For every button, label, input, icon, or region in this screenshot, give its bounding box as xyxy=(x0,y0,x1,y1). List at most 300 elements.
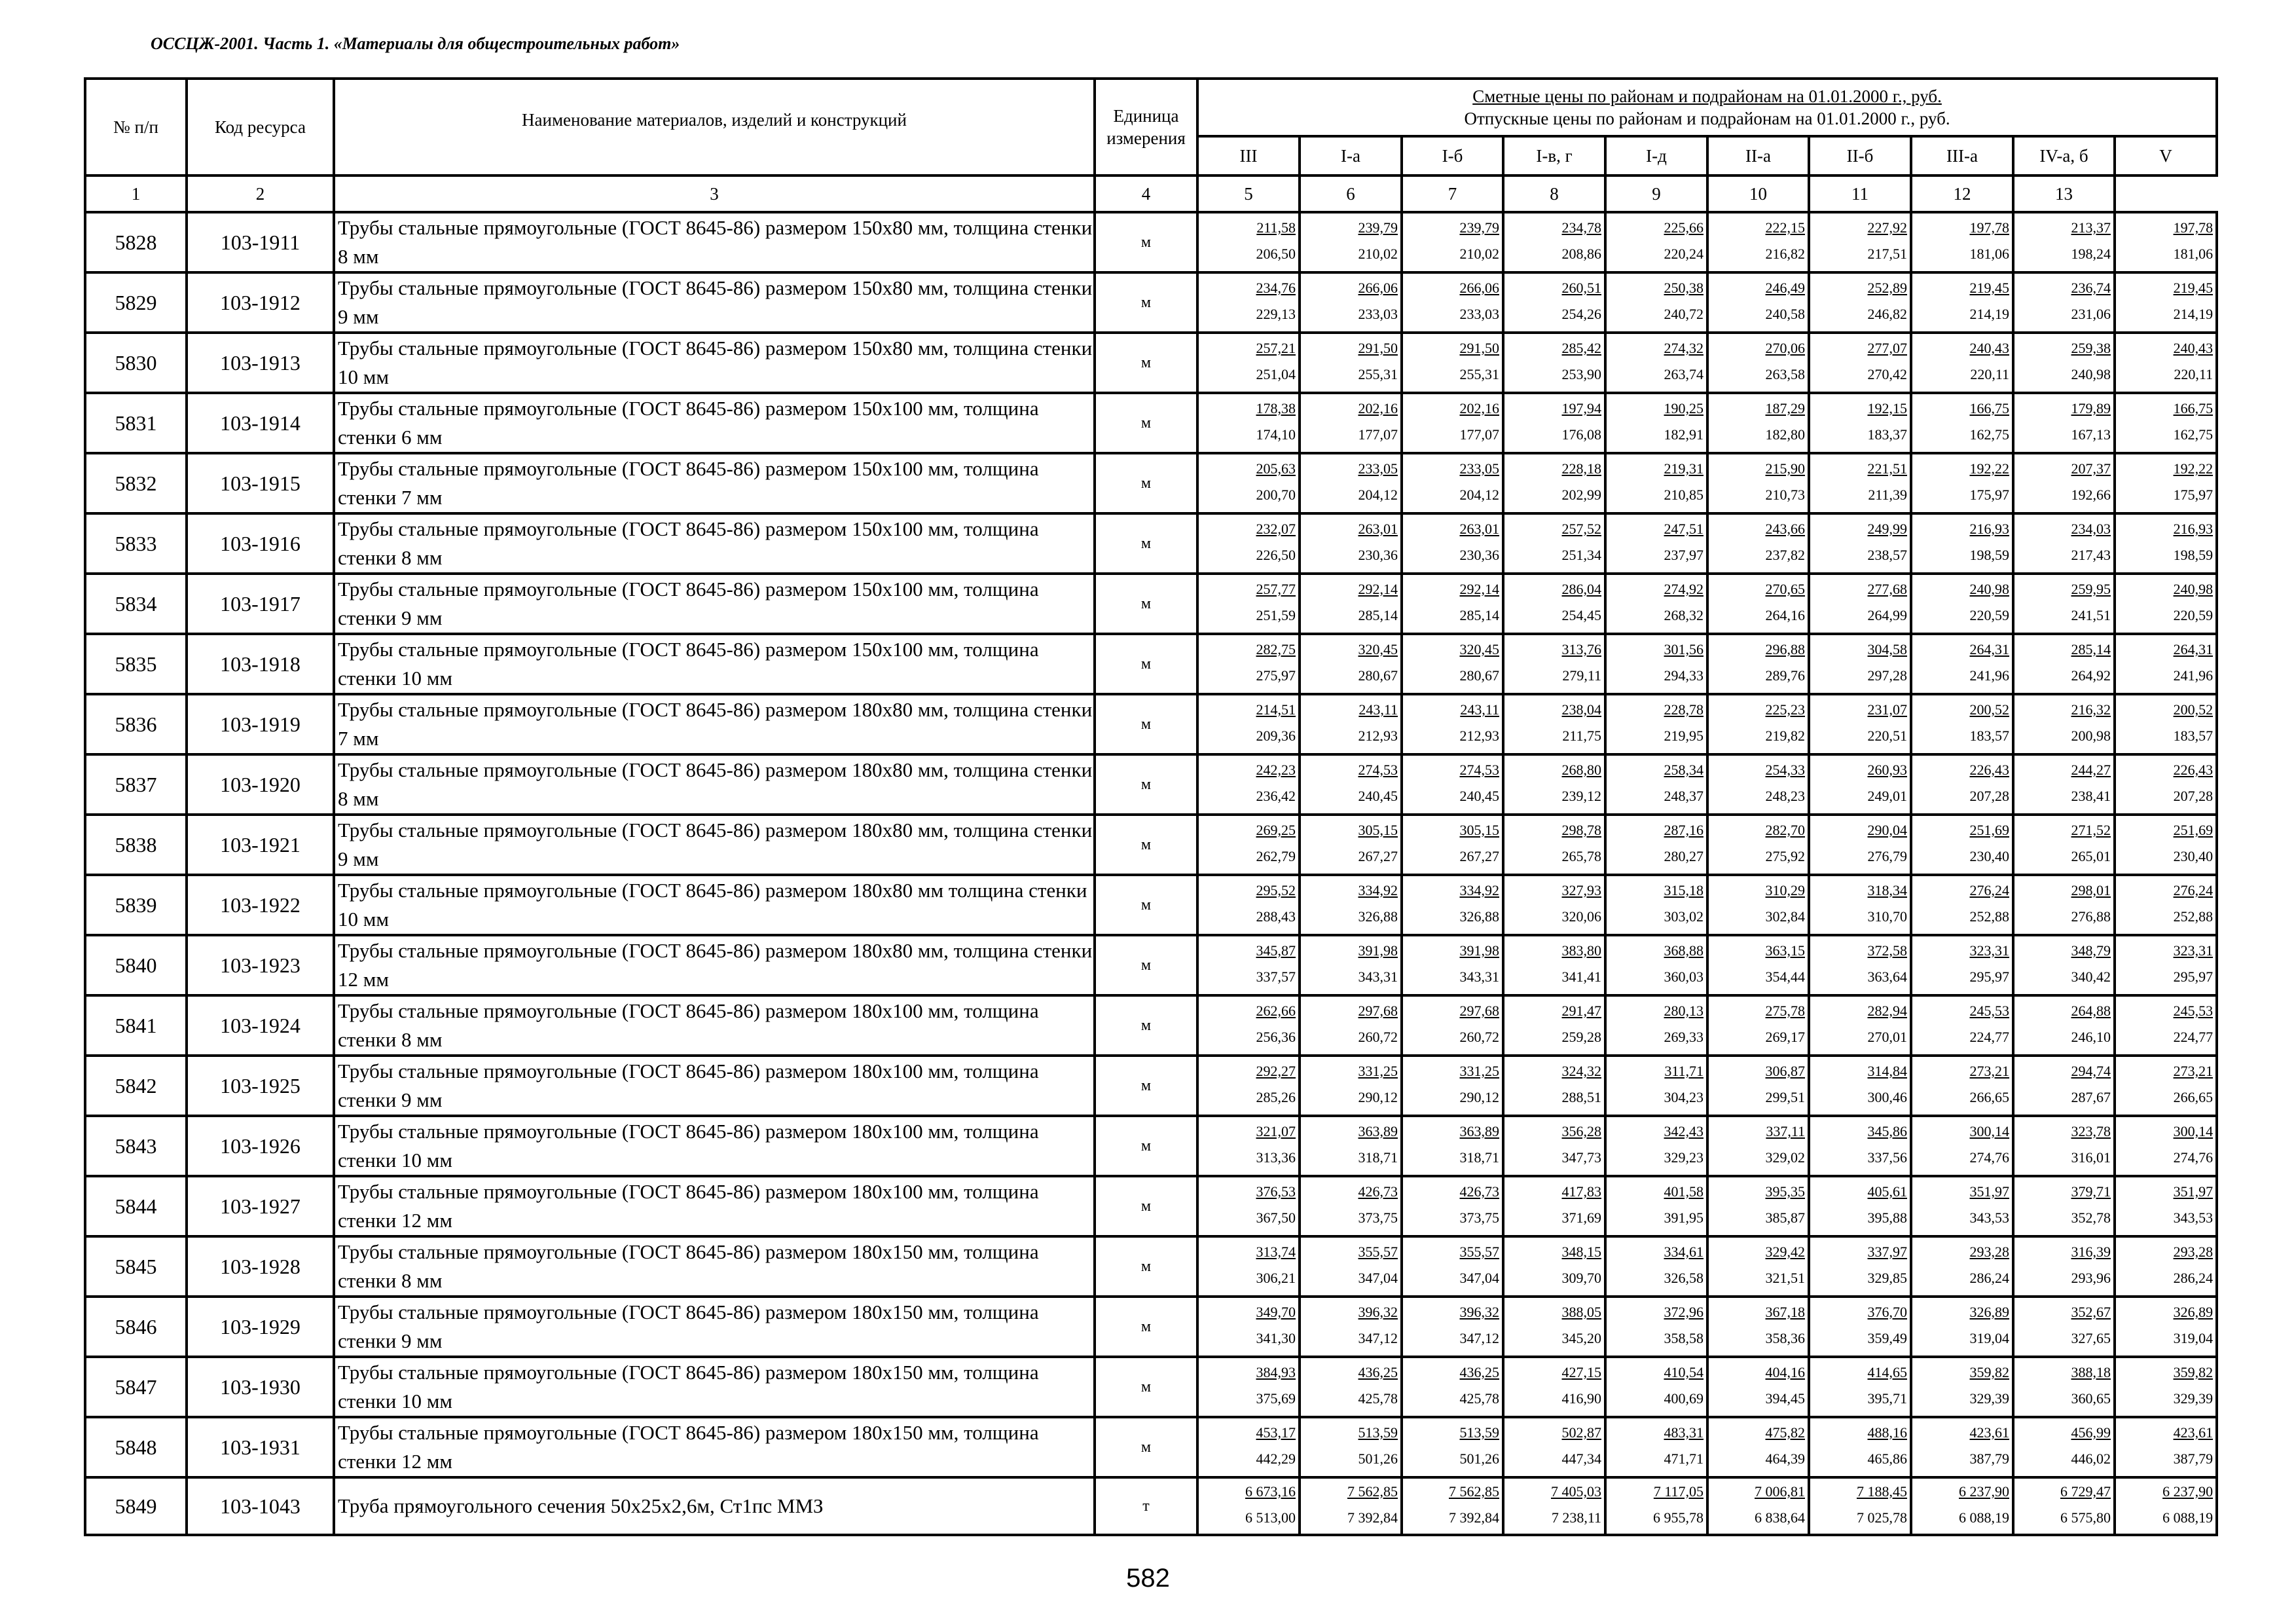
price-cell xyxy=(2115,754,2217,815)
release-price: 347,73 xyxy=(1561,1149,1601,1166)
resource-code: 103-1922 xyxy=(187,875,334,935)
material-name: Трубы стальные прямоугольные (ГОСТ 8645-86) размером 150x100 мм, толщина стенки 10 мм xyxy=(334,634,1095,694)
release-price: 343,31 xyxy=(1358,969,1398,985)
release-price: 276,88 xyxy=(2071,908,2111,925)
price-cell xyxy=(1911,272,2013,333)
release-price: 425,78 xyxy=(1358,1390,1398,1407)
table-row xyxy=(85,212,2217,272)
price-cell xyxy=(1300,634,1402,694)
price-cell xyxy=(1503,513,1605,574)
release-price: 264,99 xyxy=(1867,607,1907,623)
release-price: 290,12 xyxy=(1358,1089,1398,1105)
price-cell xyxy=(1503,574,1605,634)
price-cell xyxy=(1809,1236,1911,1297)
price-cell xyxy=(2115,1357,2217,1417)
estimate-price: 301,56 xyxy=(1664,641,1704,657)
material-name: Трубы стальные прямоугольные (ГОСТ 8645-86) размером 180x80 мм толщина стенки 10 мм xyxy=(334,875,1095,935)
price-cell xyxy=(1911,574,2013,634)
table-row xyxy=(85,754,2217,815)
col-header-name: Наименование материалов, изделий и конструкций xyxy=(334,79,1095,175)
price-cell xyxy=(1605,574,1707,634)
price-cell xyxy=(1300,935,1402,995)
price-cell xyxy=(1503,333,1605,393)
estimate-price: 240,43 xyxy=(1969,340,2009,356)
release-price: 391,95 xyxy=(1664,1209,1704,1226)
estimate-price: 216,93 xyxy=(2173,521,2214,537)
price-cell xyxy=(1402,995,1503,1056)
material-name: Трубы стальные прямоугольные (ГОСТ 8645-86) размером 180x150 мм, толщина стенки 9 мм xyxy=(334,1297,1095,1357)
estimate-price: 352,67 xyxy=(2071,1304,2111,1320)
price-cell xyxy=(1503,393,1605,453)
price-cell xyxy=(1809,815,1911,875)
price-cell xyxy=(1402,272,1503,333)
release-price: 200,70 xyxy=(1256,487,1296,503)
release-price: 395,71 xyxy=(1867,1390,1907,1407)
price-cell xyxy=(1300,694,1402,754)
price-cell xyxy=(2013,212,2115,272)
estimate-price: 313,76 xyxy=(1561,641,1601,657)
release-price: 210,73 xyxy=(1765,487,1805,503)
price-cell xyxy=(1911,634,2013,694)
release-price: 182,80 xyxy=(1765,426,1805,443)
release-price: 295,97 xyxy=(1969,969,2009,985)
price-cell xyxy=(1197,453,1300,513)
column-number: 5 xyxy=(1197,175,1300,212)
estimate-price: 239,79 xyxy=(1459,219,1499,236)
price-cell xyxy=(1503,1236,1605,1297)
estimate-price: 513,59 xyxy=(1459,1424,1499,1441)
price-cell xyxy=(1809,513,1911,574)
unit-cell: м xyxy=(1095,212,1197,272)
release-price: 285,14 xyxy=(1358,607,1398,623)
release-price: 231,06 xyxy=(2071,306,2111,322)
release-price: 274,76 xyxy=(1969,1149,2009,1166)
table-row xyxy=(85,1357,2217,1417)
release-price: 442,29 xyxy=(1256,1450,1296,1467)
table-row xyxy=(85,995,2217,1056)
price-cell xyxy=(2115,212,2217,272)
estimate-price: 291,47 xyxy=(1561,1003,1601,1019)
release-price: 501,26 xyxy=(1459,1450,1499,1467)
price-cell xyxy=(1707,1056,1809,1116)
price-cell xyxy=(2115,1236,2217,1297)
table-row xyxy=(85,935,2217,995)
resource-code: 103-1929 xyxy=(187,1297,334,1357)
release-price: 309,70 xyxy=(1561,1270,1601,1286)
release-price: 220,59 xyxy=(2173,607,2214,623)
price-cell xyxy=(1707,453,1809,513)
resource-code: 103-1925 xyxy=(187,1056,334,1116)
estimate-price: 251,69 xyxy=(2173,822,2214,838)
prices-title-release: Отпускные цены по районам и подрайонам на 01.01.2000 г., руб. xyxy=(1464,109,1950,128)
release-price: 252,88 xyxy=(1969,908,2009,925)
estimate-price: 300,14 xyxy=(2173,1123,2214,1139)
price-cell xyxy=(2013,1357,2115,1417)
estimate-price: 300,14 xyxy=(1969,1123,2009,1139)
release-price: 6 838,64 xyxy=(1755,1509,1805,1526)
release-price: 274,76 xyxy=(2173,1149,2214,1166)
release-price: 446,02 xyxy=(2071,1450,2111,1467)
estimate-price: 257,21 xyxy=(1256,340,1296,356)
release-price: 267,27 xyxy=(1358,848,1398,864)
price-cell xyxy=(1503,995,1605,1056)
price-cell xyxy=(1707,393,1809,453)
price-cell xyxy=(2115,935,2217,995)
release-price: 280,67 xyxy=(1459,667,1499,684)
release-price: 183,57 xyxy=(2173,728,2214,744)
price-cell xyxy=(1605,754,1707,815)
estimate-price: 456,99 xyxy=(2071,1424,2111,1441)
estimate-price: 314,84 xyxy=(1867,1063,1907,1079)
prices-title-estimate: Сметные цены по районам и подрайонам на 01.01.2000 г., руб. xyxy=(1472,86,1942,106)
estimate-price: 337,97 xyxy=(1867,1244,1907,1260)
price-cell xyxy=(2013,333,2115,393)
price-cell xyxy=(1197,1357,1300,1417)
price-cell xyxy=(1503,634,1605,694)
release-price: 363,64 xyxy=(1867,969,1907,985)
table-row xyxy=(85,634,2217,694)
price-cell xyxy=(1605,393,1707,453)
release-price: 211,75 xyxy=(1562,728,1601,744)
release-price: 329,02 xyxy=(1765,1149,1805,1166)
price-cell xyxy=(1809,1056,1911,1116)
release-price: 241,96 xyxy=(2173,667,2214,684)
release-price: 343,31 xyxy=(1459,969,1499,985)
release-price: 220,24 xyxy=(1664,246,1704,262)
estimate-price: 179,89 xyxy=(2071,400,2111,416)
price-cell xyxy=(1503,875,1605,935)
price-cell xyxy=(1300,333,1402,393)
price-cell xyxy=(1300,1236,1402,1297)
price-cell xyxy=(1197,574,1300,634)
estimate-price: 417,83 xyxy=(1561,1183,1601,1200)
release-price: 219,82 xyxy=(1765,728,1805,744)
estimate-price: 345,87 xyxy=(1256,942,1296,959)
release-price: 204,12 xyxy=(1358,487,1398,503)
price-cell xyxy=(1707,1176,1809,1236)
price-cell xyxy=(2115,513,2217,574)
release-price: 162,75 xyxy=(2173,426,2214,443)
price-cell xyxy=(1809,875,1911,935)
price-cell xyxy=(1402,333,1503,393)
release-price: 395,88 xyxy=(1867,1209,1907,1226)
estimate-price: 202,16 xyxy=(1459,400,1499,416)
price-cell xyxy=(1300,1056,1402,1116)
estimate-price: 359,82 xyxy=(1969,1364,2009,1380)
release-price: 181,06 xyxy=(1969,246,2009,262)
estimate-price: 318,34 xyxy=(1867,882,1907,898)
price-cell xyxy=(2115,694,2217,754)
release-price: 220,51 xyxy=(1867,728,1907,744)
document-header-title: ОССЦЖ-2001. Часть 1. «Материалы для общестроительных работ» xyxy=(151,34,680,53)
table-row xyxy=(85,815,2217,875)
column-number: 8 xyxy=(1503,175,1605,212)
release-price: 230,40 xyxy=(1969,848,2009,864)
table-row xyxy=(85,393,2217,453)
table-row xyxy=(85,1477,2217,1535)
price-cell xyxy=(1402,1357,1503,1417)
estimate-price: 351,97 xyxy=(1969,1183,2009,1200)
price-cell xyxy=(1300,875,1402,935)
estimate-price: 271,52 xyxy=(2071,822,2111,838)
price-cell xyxy=(1707,694,1809,754)
unit-cell: т xyxy=(1095,1477,1197,1535)
price-cell xyxy=(1605,1056,1707,1116)
release-price: 236,42 xyxy=(1256,788,1296,804)
estimate-price: 264,31 xyxy=(1969,641,2009,657)
release-price: 241,96 xyxy=(1969,667,2009,684)
release-price: 198,24 xyxy=(2071,246,2111,262)
release-price: 251,59 xyxy=(1256,607,1296,623)
release-price: 198,59 xyxy=(1969,547,2009,563)
estimate-price: 273,21 xyxy=(1969,1063,2009,1079)
estimate-price: 414,65 xyxy=(1867,1364,1907,1380)
region-header: IV-а, б xyxy=(2013,136,2115,175)
release-price: 181,06 xyxy=(2173,246,2214,262)
price-cell xyxy=(1911,875,2013,935)
table-row xyxy=(85,875,2217,935)
release-price: 293,96 xyxy=(2071,1270,2111,1286)
estimate-price: 247,51 xyxy=(1664,521,1704,537)
price-cell xyxy=(2013,935,2115,995)
release-price: 212,93 xyxy=(1459,728,1499,744)
column-number: 10 xyxy=(1707,175,1809,212)
estimate-price: 297,68 xyxy=(1459,1003,1499,1019)
release-price: 270,01 xyxy=(1867,1029,1907,1045)
material-name: Трубы стальные прямоугольные (ГОСТ 8645-86) размером 150x80 мм, толщина стенки 9 мм xyxy=(334,272,1095,333)
estimate-price: 197,94 xyxy=(1561,400,1601,416)
row-number: 5829 xyxy=(85,272,187,333)
estimate-price: 236,74 xyxy=(2071,280,2111,296)
release-price: 226,50 xyxy=(1256,547,1296,563)
price-cell xyxy=(2115,393,2217,453)
release-price: 343,53 xyxy=(1969,1209,2009,1226)
release-price: 6 575,80 xyxy=(2060,1509,2111,1526)
estimate-price: 243,66 xyxy=(1765,521,1805,537)
page-number: 582 xyxy=(1126,1564,1170,1593)
estimate-price: 331,25 xyxy=(1459,1063,1499,1079)
estimate-price: 292,14 xyxy=(1459,581,1499,597)
release-price: 206,50 xyxy=(1256,246,1296,262)
release-price: 254,45 xyxy=(1561,607,1601,623)
estimate-price: 376,70 xyxy=(1867,1304,1907,1320)
price-cell xyxy=(1197,1176,1300,1236)
price-cell xyxy=(1707,212,1809,272)
release-price: 266,65 xyxy=(1969,1089,2009,1105)
estimate-price: 363,89 xyxy=(1459,1123,1499,1139)
price-cell xyxy=(1707,1116,1809,1176)
estimate-price: 245,53 xyxy=(1969,1003,2009,1019)
estimate-price: 326,89 xyxy=(1969,1304,2009,1320)
release-price: 276,79 xyxy=(1867,848,1907,864)
unit-cell: м xyxy=(1095,513,1197,574)
price-table xyxy=(84,77,2218,1536)
price-cell xyxy=(1300,1477,1402,1535)
price-cell xyxy=(2013,574,2115,634)
estimate-price: 391,98 xyxy=(1459,942,1499,959)
estimate-price: 282,75 xyxy=(1256,641,1296,657)
estimate-price: 200,52 xyxy=(2173,701,2214,718)
estimate-price: 436,25 xyxy=(1459,1364,1499,1380)
estimate-price: 320,45 xyxy=(1358,641,1398,657)
estimate-price: 348,15 xyxy=(1561,1244,1601,1260)
table-row xyxy=(85,272,2217,333)
price-cell xyxy=(1300,1176,1402,1236)
price-cell xyxy=(1911,1236,2013,1297)
row-number: 5828 xyxy=(85,212,187,272)
resource-code: 103-1913 xyxy=(187,333,334,393)
price-cell xyxy=(1605,333,1707,393)
row-number: 5847 xyxy=(85,1357,187,1417)
release-price: 220,11 xyxy=(1970,366,2009,382)
price-cell xyxy=(2115,1417,2217,1477)
estimate-price: 276,24 xyxy=(1969,882,2009,898)
release-price: 304,23 xyxy=(1664,1089,1704,1105)
estimate-price: 240,98 xyxy=(2173,581,2214,597)
release-price: 177,07 xyxy=(1459,426,1499,443)
estimate-price: 324,32 xyxy=(1561,1063,1601,1079)
price-cell xyxy=(2013,1477,2115,1535)
price-cell xyxy=(1605,1236,1707,1297)
material-name: Трубы стальные прямоугольные (ГОСТ 8645-86) размером 180x150 мм, толщина стенки 8 мм xyxy=(334,1236,1095,1297)
release-price: 167,13 xyxy=(2071,426,2111,443)
column-number: 6 xyxy=(1300,175,1402,212)
price-cell xyxy=(2115,453,2217,513)
estimate-price: 277,07 xyxy=(1867,340,1907,356)
release-price: 286,24 xyxy=(2173,1270,2214,1286)
row-number: 5845 xyxy=(85,1236,187,1297)
estimate-price: 259,38 xyxy=(2071,340,2111,356)
price-cell xyxy=(2013,875,2115,935)
price-cell xyxy=(1707,574,1809,634)
price-cell xyxy=(1911,333,2013,393)
table-row xyxy=(85,513,2217,574)
release-price: 217,51 xyxy=(1867,246,1907,262)
price-cell xyxy=(1707,513,1809,574)
price-cell xyxy=(1707,1297,1809,1357)
release-price: 359,49 xyxy=(1867,1330,1907,1346)
estimate-price: 246,49 xyxy=(1765,280,1805,296)
estimate-price: 243,11 xyxy=(1460,701,1499,718)
release-price: 319,04 xyxy=(2173,1330,2214,1346)
price-cell xyxy=(1911,995,2013,1056)
release-price: 288,51 xyxy=(1561,1089,1601,1105)
price-cell xyxy=(1197,1477,1300,1535)
price-cell xyxy=(2013,634,2115,694)
release-price: 286,24 xyxy=(1969,1270,2009,1286)
release-price: 285,26 xyxy=(1256,1089,1296,1105)
release-price: 210,02 xyxy=(1358,246,1398,262)
resource-code: 103-1921 xyxy=(187,815,334,875)
estimate-price: 270,06 xyxy=(1765,340,1805,356)
price-cell xyxy=(2115,815,2217,875)
estimate-price: 363,89 xyxy=(1358,1123,1398,1139)
price-cell xyxy=(1300,1357,1402,1417)
estimate-price: 359,82 xyxy=(2173,1364,2214,1380)
release-price: 230,36 xyxy=(1358,547,1398,563)
row-number: 5830 xyxy=(85,333,187,393)
resource-code: 103-1919 xyxy=(187,694,334,754)
estimate-price: 323,31 xyxy=(1969,942,2009,959)
release-price: 347,12 xyxy=(1459,1330,1499,1346)
release-price: 240,98 xyxy=(2071,366,2111,382)
release-price: 319,04 xyxy=(1969,1330,2009,1346)
material-name: Трубы стальные прямоугольные (ГОСТ 8645-86) размером 180x100 мм, толщина стенки 12 мм xyxy=(334,1176,1095,1236)
row-number: 5833 xyxy=(85,513,187,574)
release-price: 249,01 xyxy=(1867,788,1907,804)
release-price: 279,11 xyxy=(1562,667,1601,684)
estimate-price: 166,75 xyxy=(1969,400,2009,416)
price-cell xyxy=(1605,212,1707,272)
release-price: 268,32 xyxy=(1664,607,1704,623)
unit-cell: м xyxy=(1095,453,1197,513)
estimate-price: 395,35 xyxy=(1765,1183,1805,1200)
estimate-price: 6 729,47 xyxy=(2060,1483,2111,1500)
price-cell xyxy=(2013,1417,2115,1477)
estimate-price: 222,15 xyxy=(1765,219,1805,236)
estimate-price: 329,42 xyxy=(1765,1244,1805,1260)
release-price: 204,12 xyxy=(1459,487,1499,503)
estimate-price: 216,32 xyxy=(2071,701,2111,718)
estimate-price: 258,34 xyxy=(1664,762,1704,778)
estimate-price: 367,18 xyxy=(1765,1304,1805,1320)
estimate-price: 207,37 xyxy=(2071,460,2111,477)
estimate-price: 211,58 xyxy=(1256,219,1296,236)
estimate-price: 310,29 xyxy=(1765,882,1805,898)
estimate-price: 384,93 xyxy=(1256,1364,1296,1380)
material-name: Трубы стальные прямоугольные (ГОСТ 8645-86) размером 180x100 мм, толщина стенки 8 мм xyxy=(334,995,1095,1056)
region-header: II-а xyxy=(1707,136,1809,175)
table-row xyxy=(85,694,2217,754)
price-cell xyxy=(1809,272,1911,333)
estimate-price: 245,53 xyxy=(2173,1003,2214,1019)
estimate-price: 266,06 xyxy=(1358,280,1398,296)
estimate-price: 240,98 xyxy=(1969,581,2009,597)
estimate-price: 368,88 xyxy=(1664,942,1704,959)
estimate-price: 202,16 xyxy=(1358,400,1398,416)
price-cell xyxy=(1402,393,1503,453)
release-price: 207,28 xyxy=(1969,788,2009,804)
release-price: 318,71 xyxy=(1358,1149,1398,1166)
row-number: 5838 xyxy=(85,815,187,875)
estimate-price: 391,98 xyxy=(1358,942,1398,959)
release-price: 347,12 xyxy=(1358,1330,1398,1346)
estimate-price: 228,78 xyxy=(1664,701,1704,718)
estimate-price: 388,18 xyxy=(2071,1364,2111,1380)
row-number: 5839 xyxy=(85,875,187,935)
resource-code: 103-1927 xyxy=(187,1176,334,1236)
price-cell xyxy=(1809,1357,1911,1417)
release-price: 295,97 xyxy=(2173,969,2214,985)
material-name: Трубы стальные прямоугольные (ГОСТ 8645-86) размером 180x100 мм, толщина стенки 9 мм xyxy=(334,1056,1095,1116)
release-price: 340,42 xyxy=(2071,969,2111,985)
estimate-price: 225,66 xyxy=(1664,219,1704,236)
release-price: 373,75 xyxy=(1358,1209,1398,1226)
release-price: 270,42 xyxy=(1867,366,1907,382)
price-cell xyxy=(1197,513,1300,574)
estimate-price: 285,42 xyxy=(1561,340,1601,356)
estimate-price: 249,99 xyxy=(1867,521,1907,537)
estimate-price: 326,89 xyxy=(2173,1304,2214,1320)
release-price: 387,79 xyxy=(2173,1450,2214,1467)
release-price: 239,12 xyxy=(1561,788,1601,804)
price-cell xyxy=(1605,1477,1707,1535)
price-cell xyxy=(1911,513,2013,574)
release-price: 6 955,78 xyxy=(1653,1509,1704,1526)
price-cell xyxy=(1911,1417,2013,1477)
release-price: 471,71 xyxy=(1664,1450,1704,1467)
estimate-price: 475,82 xyxy=(1765,1424,1805,1441)
